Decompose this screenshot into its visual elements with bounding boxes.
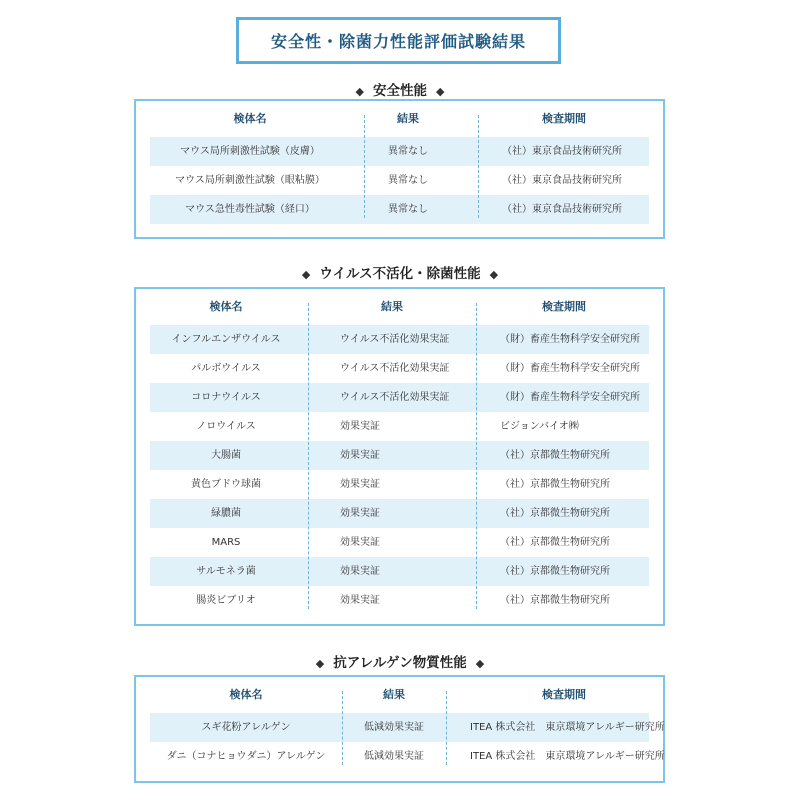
sample-name-cell: コロナウイルス bbox=[191, 392, 261, 403]
result-cell: 異常なし bbox=[388, 175, 428, 186]
sample-name-cell: パルボウイルス bbox=[191, 363, 261, 374]
table-header bbox=[150, 101, 649, 137]
section-heading-text: 安全性能 bbox=[373, 83, 427, 99]
table-row bbox=[150, 470, 649, 499]
table-row bbox=[150, 354, 649, 383]
institution-cell: ITEA 株式会社 東京環境アレルギー研究所 bbox=[470, 722, 665, 733]
column-header-sample: 検体名 bbox=[229, 688, 263, 701]
table-row bbox=[150, 412, 649, 441]
diamond-icon: ◆ bbox=[315, 657, 325, 670]
result-cell: 異常なし bbox=[388, 204, 428, 215]
result-cell: 低減効果実証 bbox=[364, 722, 424, 733]
result-cell: 効果実証 bbox=[340, 508, 380, 519]
table-row bbox=[150, 713, 665, 742]
institution-cell: （社）東京食品技術研究所 bbox=[502, 204, 622, 215]
institution-cell: （社）京都微生物研究所 bbox=[500, 537, 610, 548]
section-heading bbox=[0, 262, 800, 282]
table-row bbox=[150, 383, 649, 412]
sample-name-cell: マウス急性毒性試験（経口） bbox=[185, 204, 315, 215]
result-cell: 効果実証 bbox=[340, 595, 380, 606]
results-table bbox=[134, 287, 665, 626]
sample-name-cell: 大腸菌 bbox=[211, 450, 241, 461]
section-heading bbox=[0, 79, 800, 99]
page-title-box bbox=[236, 17, 561, 64]
section-heading bbox=[0, 651, 800, 671]
result-cell: 効果実証 bbox=[340, 537, 380, 548]
column-header-sample: 検体名 bbox=[209, 300, 243, 313]
table-row bbox=[150, 586, 649, 615]
results-table bbox=[134, 675, 665, 783]
result-cell: ウイルス不活化効果実証 bbox=[340, 334, 450, 345]
institution-cell: （社）京都微生物研究所 bbox=[500, 479, 610, 490]
sample-name-cell: 黄色ブドウ球菌 bbox=[191, 479, 261, 490]
results-table bbox=[134, 99, 665, 239]
institution-cell: ビジョンバイオ㈱ bbox=[500, 421, 579, 432]
column-header-result: 結果 bbox=[383, 688, 405, 701]
table-body bbox=[150, 137, 649, 224]
diamond-icon: ◆ bbox=[475, 657, 485, 670]
institution-cell: （財）畜産生物科学安全研究所 bbox=[500, 392, 640, 403]
sample-name-cell: サルモネラ菌 bbox=[196, 566, 256, 577]
table-row bbox=[150, 499, 649, 528]
column-divider bbox=[446, 691, 447, 765]
column-header-result: 結果 bbox=[381, 300, 403, 313]
sample-name-cell: 腸炎ビブリオ bbox=[196, 595, 256, 606]
column-divider bbox=[478, 115, 479, 218]
diamond-icon: ◆ bbox=[301, 268, 311, 281]
institution-cell: （社）京都微生物研究所 bbox=[500, 508, 610, 519]
column-header-sample: 検体名 bbox=[233, 112, 267, 125]
column-header-institution: 検査期間 bbox=[542, 688, 586, 701]
section-heading-text: ウイルス不活化・除菌性能 bbox=[319, 266, 481, 282]
result-cell: 効果実証 bbox=[340, 566, 380, 577]
sample-name-cell: MARS bbox=[211, 537, 241, 548]
result-cell: 効果実証 bbox=[340, 421, 380, 432]
sample-name-cell: マウス局所刺激性試験（眼粘膜） bbox=[175, 175, 325, 186]
diamond-icon: ◆ bbox=[436, 85, 445, 98]
sample-name-cell: ノロウイルス bbox=[196, 421, 256, 432]
institution-cell: （社）京都微生物研究所 bbox=[500, 595, 610, 606]
column-divider bbox=[364, 115, 365, 218]
result-cell: 効果実証 bbox=[340, 479, 380, 490]
sample-name-cell: ダニ（コナヒョウダニ）アレルゲン bbox=[166, 751, 326, 762]
sample-name-cell: スギ花粉アレルゲン bbox=[201, 722, 291, 733]
sample-name-cell: マウス局所刺激性試験（皮膚） bbox=[180, 146, 320, 157]
table-row bbox=[150, 137, 649, 166]
table-header bbox=[150, 289, 649, 325]
table-body bbox=[150, 325, 649, 615]
institution-cell: （財）畜産生物科学安全研究所 bbox=[500, 363, 640, 374]
column-header-institution: 検査期間 bbox=[542, 300, 586, 313]
column-divider bbox=[342, 691, 343, 765]
sample-name-cell: インフルエンザウイルス bbox=[171, 334, 281, 345]
table-row bbox=[150, 195, 649, 224]
table-row bbox=[150, 528, 649, 557]
column-divider bbox=[308, 303, 309, 609]
table-body bbox=[150, 713, 665, 771]
institution-cell: （社）京都微生物研究所 bbox=[500, 450, 610, 461]
institution-cell: （社）東京食品技術研究所 bbox=[502, 146, 622, 157]
column-divider bbox=[476, 303, 477, 609]
institution-cell: （社）京都微生物研究所 bbox=[500, 566, 610, 577]
sample-name-cell: 緑膿菌 bbox=[211, 508, 241, 519]
table-row bbox=[150, 742, 665, 771]
column-header-institution: 検査期間 bbox=[542, 112, 586, 125]
page-title: 安全性・除菌力性能評価試験結果 bbox=[270, 32, 526, 51]
table-row bbox=[150, 557, 649, 586]
table-row bbox=[150, 325, 649, 354]
result-cell: 効果実証 bbox=[340, 450, 380, 461]
diamond-icon: ◆ bbox=[355, 85, 364, 98]
institution-cell: （社）東京食品技術研究所 bbox=[502, 175, 622, 186]
result-cell: ウイルス不活化効果実証 bbox=[340, 363, 450, 374]
table-row bbox=[150, 441, 649, 470]
column-header-result: 結果 bbox=[397, 112, 419, 125]
result-cell: 異常なし bbox=[388, 146, 428, 157]
table-header bbox=[150, 677, 649, 713]
institution-cell: ITEA 株式会社 東京環境アレルギー研究所 bbox=[470, 751, 665, 762]
table-row bbox=[150, 166, 649, 195]
institution-cell: （財）畜産生物科学安全研究所 bbox=[500, 334, 640, 345]
section-heading-text: 抗アレルゲン物質性能 bbox=[333, 655, 467, 671]
result-cell: 低減効果実証 bbox=[364, 751, 424, 762]
result-cell: ウイルス不活化効果実証 bbox=[340, 392, 450, 403]
diamond-icon: ◆ bbox=[489, 268, 499, 281]
